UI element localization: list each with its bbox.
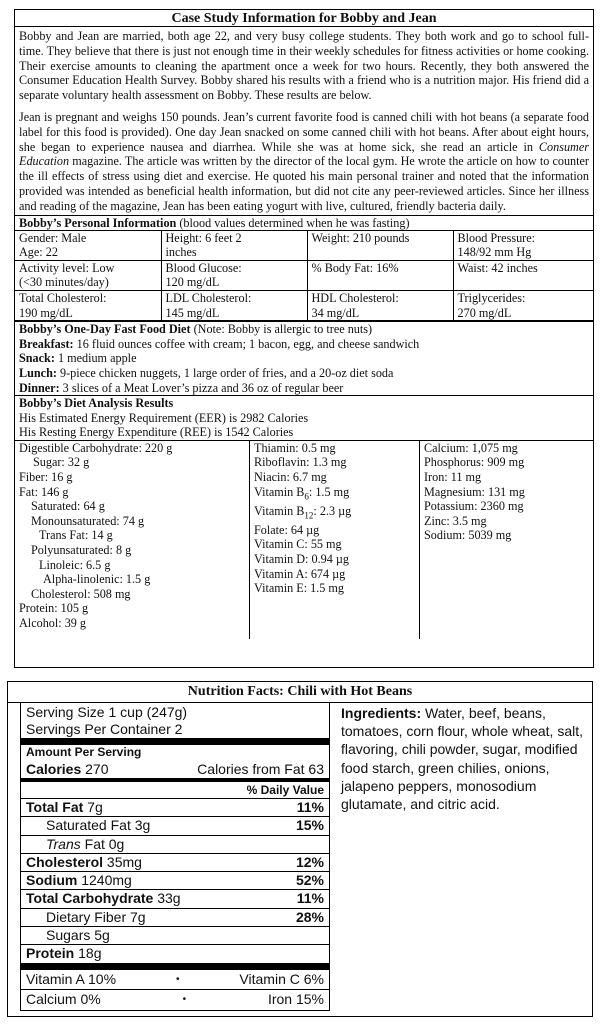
mineral-line: Phosphorus: 909 mg bbox=[424, 455, 525, 470]
personal-info-cell: Height: 6 feet 2 inches bbox=[161, 230, 307, 260]
case-study-paragraph-1: Bobby and Jean are married, both age 22, and very busy college students. They both work and go to school full-time. They believe that there is just not enough time in their weekly schedules for fitness activities or home cooking. Their exercise amounts to cleaning the apartment once a week for two hours. Recently, they both answered the Consumer Education Health Survey. Bobby shared his results with a friend who is a nutrition major. His friend did a separate voluntary health assessment on Bobby. These results are below. bbox=[19, 29, 589, 103]
personal-info-cell: LDL Cholesterol: 145 mg/dL bbox=[161, 290, 307, 320]
case-study-title: Case Study Information for Bobby and Jean bbox=[15, 10, 593, 27]
personal-info-cell: Activity level: Low (<30 minutes/day) bbox=[15, 260, 161, 290]
nutrient-line: Saturated: 64 g bbox=[31, 499, 105, 514]
nutrient-line: Fiber: 16 g bbox=[19, 470, 73, 485]
nutrient-line: Digestible Carbohydrate: 220 g bbox=[19, 440, 173, 455]
mineral-line: Zinc: 3.5 mg bbox=[424, 513, 487, 528]
amount-per-serving: Amount Per Serving bbox=[26, 745, 142, 759]
nutrient-line: Sugar: 32 g bbox=[33, 455, 90, 470]
nutrient-analysis-columns bbox=[15, 440, 593, 639]
ingredients-text: Ingredients: Water, beef, beans, tomatoes, corn flour, whole wheat, salt, flavoring, chili powder, sugar, modified food starch, green chilies, onions, jalapeno peppers, monosodium glutamate, and citric acid. bbox=[341, 705, 584, 813]
personal-info-cell: Gender: Male Age: 22 bbox=[15, 230, 161, 260]
vitamin-line: Thiamin: 0.5 mg bbox=[254, 440, 336, 455]
vitamin-line: Vitamin D: 0.94 µg bbox=[254, 551, 349, 566]
nutrient-row: Sugars 5g bbox=[21, 926, 329, 944]
nutrient-line: Alpha-linolenic: 1.5 g bbox=[43, 572, 151, 587]
nutrient-row: Protein 18g bbox=[21, 944, 329, 962]
calories-row: Calories 270 Calories from Fat 63 bbox=[26, 761, 324, 777]
vitamin-column bbox=[250, 441, 420, 639]
diet-heading: Bobby’s One-Day Fast Food Diet (Note: Bobby is allergic to tree nuts) bbox=[19, 322, 373, 337]
nutrient-line: Monounsaturated: 74 g bbox=[31, 513, 145, 528]
nutrient-row: Cholesterol 35mg 12% bbox=[21, 853, 329, 871]
meal-label: Dinner: bbox=[19, 380, 60, 395]
eer-line: His Estimated Energy Requirement (EER) is 2982 Calories bbox=[19, 410, 309, 425]
nutrient-line: Protein: 105 g bbox=[19, 601, 89, 616]
personal-info-cell: HDL Cholesterol: 34 mg/dL bbox=[307, 290, 453, 320]
personal-info-cell: Blood Pressure: 148/92 mm Hg bbox=[453, 230, 593, 260]
personal-info-row bbox=[15, 260, 593, 290]
personal-info-cell: Total Cholesterol: 190 mg/dL bbox=[15, 290, 161, 320]
diet-analysis-heading: Bobby’s Diet Analysis Results bbox=[19, 396, 174, 411]
nutrient-line: Polyunsaturated: 8 g bbox=[31, 543, 132, 558]
nutrient-line: Alcohol: 39 g bbox=[19, 616, 87, 630]
meal-line: Breakfast: 16 fluid ounces coffee with cream; 1 bacon, egg, and cheese sandwich bbox=[19, 336, 420, 351]
diet-section bbox=[15, 321, 593, 395]
vitamin-line: Vitamin $B_{12}$: 2.3 µg bbox=[254, 503, 352, 521]
meal-line: Snack: 1 medium apple bbox=[19, 351, 137, 366]
vitamin-line: Riboflavin: 1.3 mg bbox=[254, 455, 347, 470]
servings-per-container: Servings Per Container 2 bbox=[26, 721, 183, 737]
mineral-line: Magnesium: 131 mg bbox=[424, 484, 525, 499]
mineral-line: Iron: 11 mg bbox=[424, 470, 482, 485]
personal-info-cell: % Body Fat: 16% bbox=[307, 260, 453, 290]
meal-label: Breakfast: bbox=[19, 336, 74, 351]
personal-info-cell: Blood Glucose: 120 mg/dL bbox=[161, 260, 307, 290]
personal-info-cell: Triglycerides: 270 mg/dL bbox=[453, 290, 593, 320]
ree-line: His Resting Energy Expenditure (REE) is 1542 Calories bbox=[19, 425, 294, 440]
daily-value-header: % Daily Value bbox=[246, 783, 324, 797]
nutrient-line: Trans Fat: 14 g bbox=[39, 528, 113, 543]
vitamin-mineral-row: Calcium 0% • Iron 15% bbox=[21, 989, 329, 1009]
macronutrient-column bbox=[15, 441, 250, 639]
nutrition-facts-box bbox=[7, 681, 593, 1017]
personal-info-table bbox=[15, 230, 593, 322]
nutrient-line: Cholesterol: 508 mg bbox=[31, 586, 131, 601]
mineral-line: Calcium: 1,075 mg bbox=[424, 440, 518, 455]
personal-info-row bbox=[15, 290, 593, 320]
nutrient-row: Saturated Fat 3g 15% bbox=[21, 816, 329, 834]
nutrient-row: Total Fat 7g 11% bbox=[21, 798, 329, 816]
personal-info-row bbox=[15, 230, 593, 260]
nutrition-facts-title: Nutrition Facts: Chili with Hot Beans bbox=[8, 682, 592, 703]
personal-info-heading: Bobby’s Personal Information (blood values determined when he was fasting) bbox=[15, 215, 593, 230]
magazine-title: Consumer Education bbox=[19, 139, 589, 169]
nutrient-line: Linoleic: 6.5 g bbox=[39, 557, 111, 572]
nutrient-row: Total Carbohydrate 33g 11% bbox=[21, 889, 329, 907]
nutrient-row: Trans Fat 0g bbox=[21, 835, 329, 853]
mineral-column bbox=[420, 441, 593, 639]
mineral-line: Potassium: 2360 mg bbox=[424, 499, 524, 514]
personal-info-cell: Weight: 210 pounds bbox=[307, 230, 453, 260]
meal-line: Dinner: 3 slices of a Meat Lover’s pizza and 36 oz of regular beer bbox=[19, 380, 344, 395]
vitamin-line: Vitamin A: 674 µg bbox=[254, 566, 346, 581]
vitamin-line: Niacin: 6.7 mg bbox=[254, 470, 327, 485]
vitamin-mineral-row: Vitamin A 10% • Vitamin C 6% bbox=[26, 970, 324, 987]
vitamin-line: Vitamin C: 55 mg bbox=[254, 537, 342, 552]
mineral-line: Sodium: 5039 mg bbox=[424, 528, 512, 543]
case-study-paragraph-2: Jean is pregnant and weighs 150 pounds. Jean’s current favorite food is canned chili with hot beans (a separate food label for this food is provided). One day Jean snacked on some canned chili with hot beans. After about eight hours, she began to experience nausea and diarrhea. While she was at home sick, she read an article in Consumer Education magazine. The article was written by the director of the local gym. He wrote the article on how to counter the ill effects of stress using diet and exercise. He quoted his main personal trainer and noted that the information provided was intended as beneficial health information, but did not cite any peer-reviewed articles. Since her illness and reading of the magazine, Jean has been eating yogurt with live, cultured, friendly bacteria daily. bbox=[19, 109, 589, 213]
meal-label: Snack: bbox=[19, 351, 55, 366]
meal-line: Lunch: 9-piece chicken nuggets, 1 large order of fries, and a 20-oz diet soda bbox=[19, 365, 394, 380]
nutrient-line: Fat: 146 g bbox=[19, 484, 69, 499]
vitamin-line: Folate: 64 µg bbox=[254, 522, 320, 537]
vitamin-line: Vitamin $B_6$: 1.5 mg bbox=[254, 484, 350, 502]
personal-info-cell: Waist: 42 inches bbox=[453, 260, 593, 290]
nutrient-row: Dietary Fiber 7g 28% bbox=[21, 908, 329, 926]
case-study-box bbox=[14, 9, 594, 668]
vitamin-line: Vitamin E: 1.5 mg bbox=[254, 581, 344, 596]
diet-analysis-section bbox=[15, 395, 593, 440]
meal-label: Lunch: bbox=[19, 365, 57, 380]
nutrient-row: Sodium 1240mg 52% bbox=[21, 871, 329, 889]
nutrition-label bbox=[20, 702, 330, 1011]
serving-size: Serving Size 1 cup (247g) bbox=[26, 704, 188, 720]
